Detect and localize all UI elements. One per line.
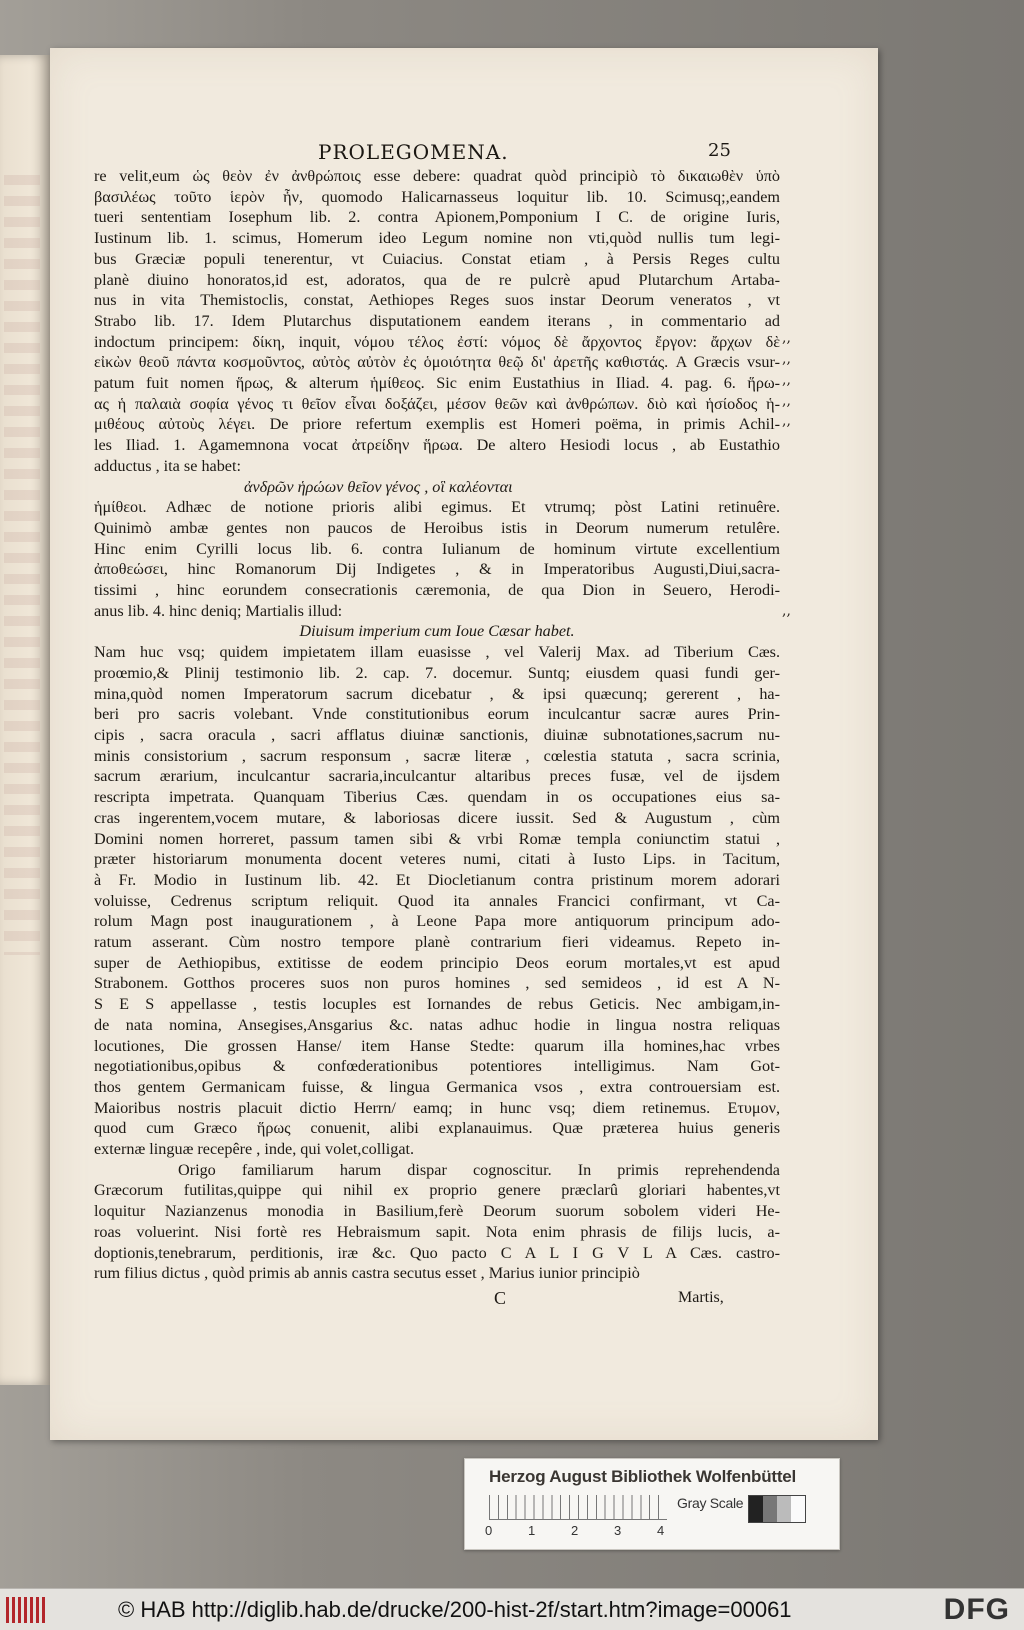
text-line: ας ἡ παλαιὰ σοφία γένος τι θεῖον εἶναι δοξάζει, μέσον θεῶν καὶ ἀνθρώπων. διὸ καὶ ἡσίοδος ἡ-: [94, 394, 780, 413]
text-line: proœmio,& Plinij testimonio lib. 2. cap. 7. docemur. Suntq; eiusdem quasi fundi ger-: [94, 663, 780, 682]
ruler-number: 0: [485, 1523, 493, 1538]
text-line: ἡμίθεοι. Adhæc de notione prioris alibi egimus. Et vtrumq; pòst Latini retinuêre.: [94, 498, 780, 517]
text-line: βασιλέως τοῦτο ἱερὸν ἦν, quomodo Halicarnasseus loquitur lib. 10. Scimusq;,eandem: [94, 187, 780, 206]
scale-ruler: [489, 1495, 667, 1520]
text-line: thos gentem Germanicam fuisse, & lingua Germanica vsos , extra controuersiam est.: [94, 1077, 780, 1096]
text-line: Strabo lib. 17. Idem Plutarchus disputationem eandem iterans , in commentario ad: [94, 311, 780, 330]
body-text: [94, 166, 780, 1284]
text-line: re velit,eum ὡς θεὸν ἐν ἀνθρώποις esse debere: quadrat quòd principiò τὸ δικαιωθὲν ὑπὸ: [94, 167, 780, 185]
text-line: εἰκὼν θεοῦ πάντα κοσμοῦντος, αὐτὸς αὐτὸν ἐς ὁμοιότητα θεῷ δι' ἀρετῆς καθιστάς. A Græcis vsur-: [94, 353, 780, 372]
text-line: Origo familiarum harum dispar cognoscitur. In primis reprehendenda: [178, 1160, 780, 1179]
text-line: ἀνδρῶν ἡρώων θεῖον γένος , οἳ καλέονται: [244, 477, 513, 496]
text-line: Domini nomen horreret, passum tamen sibi & vrbi Romæ templa coniunctim statui ,: [94, 829, 780, 848]
text-line: præter historiarum monumenta docent veteres numi, citati à Iusto Lips. in Tacitum,: [94, 850, 780, 869]
text-line: locutiones, Die grossen Hanse/ item Hanse Stedte: quarum illa homines,hac vrbes: [94, 1036, 780, 1055]
signature-mark: C: [494, 1288, 507, 1308]
text-line: sacrum ærarium, inculcantur sacraria,inculcantur altaribus preces fusæ, vel de ijsdem: [94, 767, 780, 786]
text-line: anus lib. 4. hinc deniq; Martialis illud:: [94, 601, 343, 620]
text-line: de nata nomina, Ansegises,Ansgarius &c. natas adhuc hodie in lingua nostra reliquas: [94, 1015, 780, 1034]
text-line: nus in vita Themistoclis, constat, Aethiopes Reges suos instar Deorum veneratos , vt: [94, 291, 780, 310]
text-line: roas voluerint. Nisi fortè res Hebraismum sapit. Nota enim phrasis de filijs lucis, a-: [94, 1222, 780, 1241]
text-line: rum filius dictus , quòd primis ab annis castra secutus esset , Marius iunior principiò: [94, 1264, 640, 1283]
text-line: voluisse, Cedrenus scriptum reliquit. Quod ita annales Francici confirmant, vt Ca-: [94, 891, 780, 910]
text-line: externæ linguæ recepêre , inde, qui volet,colligat.: [94, 1140, 415, 1159]
quote-mark: ,,: [782, 330, 791, 346]
text-line: patum fuit nomen ἥρως, & alterum ἡμίθεος. Sic enim Eustathius in Iliad. 4. pag. 6. ἥρω-: [94, 374, 780, 393]
color-calibration-card: [464, 1458, 840, 1550]
previous-page-edge: [0, 55, 50, 1385]
text-line: minis consistorium , sacrum responsum , sacræ literæ , cœlestia statuta , sacra scrinia,: [94, 746, 780, 765]
quote-mark: ,,: [782, 413, 791, 429]
dfg-logo: DFG: [943, 1593, 1010, 1626]
quote-mark: ,,: [782, 351, 791, 367]
catchword: Martis,: [678, 1289, 724, 1306]
library-name: Herzog August Bibliothek Wolfenbüttel: [489, 1467, 797, 1486]
gray-scale-label: Gray Scale: [677, 1495, 744, 1511]
footer-copyright-link[interactable]: © HAB http://diglib.hab.de/drucke/200-hist-2f/start.htm?image=00061: [118, 1597, 792, 1622]
text-line: mina,quòd nomen Imperatorum sacrum dicebatur , & ipsi quæcunq; gererent , ha-: [94, 684, 780, 703]
text-line: ἀποθεώσει, hinc Romanorum Dij Indigetes , & in Imperatoribus Augusti,Diui,sacra-: [94, 560, 780, 579]
text-line: loquitur Nazianzenus monodia in Basilium,ferè Deorum suorum sobolem videri He-: [94, 1202, 780, 1221]
text-line: μιθέους αὐτοὺς λέγει. De priore refertum exemplis est Homeri poëma, in primis Achil-: [94, 415, 780, 434]
text-line: cras ingerentem,vocem mutare, & laboriosas dicere iussit. Sed & Augustum , cùm: [94, 808, 780, 827]
text-line: Nam huc vsq; quidem impietatem illam euasisse , vel Valerij Max. ad Tiberium Cæs.: [94, 643, 780, 662]
text-line: planè diuino honoratos,id est, adoratos, qua de re pulcrè apud Plutarchum Artaba-: [94, 270, 780, 289]
text-line: cipis , sacra oracula , sacri afflatus diuinæ sanctionis, diuinæ subnotationes,sacrum nu-: [94, 725, 780, 744]
book-page: [50, 48, 878, 1440]
ruler-number: 4: [657, 1523, 665, 1538]
ruler-number: 2: [571, 1523, 579, 1538]
text-line: Quinimò ambæ gentes non paucos de Heroibus istis in Deorum numerum retulêre.: [94, 518, 780, 537]
text-line: S E S appellasse , testis locuples est Iornandes de rebus Geticis. Nec ambigam,in-: [94, 995, 780, 1014]
text-line: super de Aethiopibus, extitisse de eodem principio Deos eorum mortales,vt est apud: [94, 953, 780, 972]
text-line: indoctum principem: δίκη, inquit, νόμου τέλος ἐστί: νόμος δὲ ἄρχοντος ἔργον: ἄρχων δὲ: [94, 332, 780, 351]
footer-bar: [0, 1588, 1024, 1630]
page-number: 25: [708, 140, 731, 161]
text-line: Maioribus nostris placuit dictio Herrn/ eamq; in hunc vsq; diem retinemus. Ετυμον,: [94, 1098, 780, 1117]
text-line: doptionis,tenebrarum, perditionis, iræ &c. Quo pacto C A L I G V L A Cæs. castro-: [94, 1243, 780, 1262]
text-line: tissimi , hinc eorundem consecrationis cæremonia, de qua Dion in Seuero, Herodi-: [94, 581, 780, 600]
text-line: adductus , ita se habet:: [94, 456, 241, 475]
ruler-number: 3: [614, 1523, 622, 1538]
text-line: tueri sententiam Iosephum lib. 2. contra Apionem,Pomponium I C. de origine Iuris,: [94, 208, 780, 227]
text-line: quod cum Græco ἥρως conuenit, alibi explanauimus. Quæ præterea huius generis: [94, 1119, 780, 1138]
text-line: Iustinum lib. 1. scimus, Homerum ideo Legum nomine non vti,quòd nullis tum legi-: [94, 229, 780, 248]
text-line: ratum asserant. Cùm nostro tempore planè contrarium fieri videamus. Repeto in-: [94, 933, 780, 952]
quote-mark: ,,: [782, 372, 791, 388]
running-head: PROLEGOMENA.: [318, 140, 509, 164]
text-line: Strabonem. Gotthos proceres suos non puros homines , sed semideos , id est A N-: [94, 974, 780, 993]
text-line: bus Græciæ populi tenerentur, vt Cuiacius. Constat etiam , à Persis Reges cultu: [94, 249, 780, 268]
ruler-number: 1: [528, 1523, 536, 1538]
verse-quote-mark: ,,: [782, 603, 791, 619]
quote-mark: ,,: [782, 393, 791, 409]
text-line: Græcorum futilitas,quippe qui nihil ex proprio genere præclarû gloriari habentes,vt: [94, 1181, 780, 1200]
text-line: rolum Magn post inaugurationem , à Leone Papa more antiquorum principum ado-: [94, 912, 780, 931]
hab-logo-icon: [6, 1597, 46, 1623]
text-line: rescripta impetrata. Quanquam Tiberius Cæs. quendam in os occupationes eius sa-: [94, 788, 780, 807]
text-line: les Iliad. 1. Agamemnona vocat ἀτρείδην ἥρωα. De altero Hesiodi locus , ab Eustathio: [94, 436, 780, 455]
text-line: Diuisum imperium cum Ioue Cæsar habet.: [299, 622, 575, 641]
text-line: negotiationibus,opibus & confœderationibus potentiores intelligimus. Nam Got-: [94, 1057, 780, 1076]
gray-scale-swatch: [748, 1495, 806, 1523]
text-line: beri pro sacris volebant. Vnde constitutionibus eorum inculcantur sacræ aures Prin-: [94, 705, 780, 724]
text-line: Hinc enim Cyrilli locus lib. 6. contra Iulianum de hominum virtute excellentium: [94, 539, 780, 558]
text-line: à Fr. Modio in Iustinum lib. 42. Et Diocletianum contra pristinum morem adorari: [94, 870, 780, 889]
